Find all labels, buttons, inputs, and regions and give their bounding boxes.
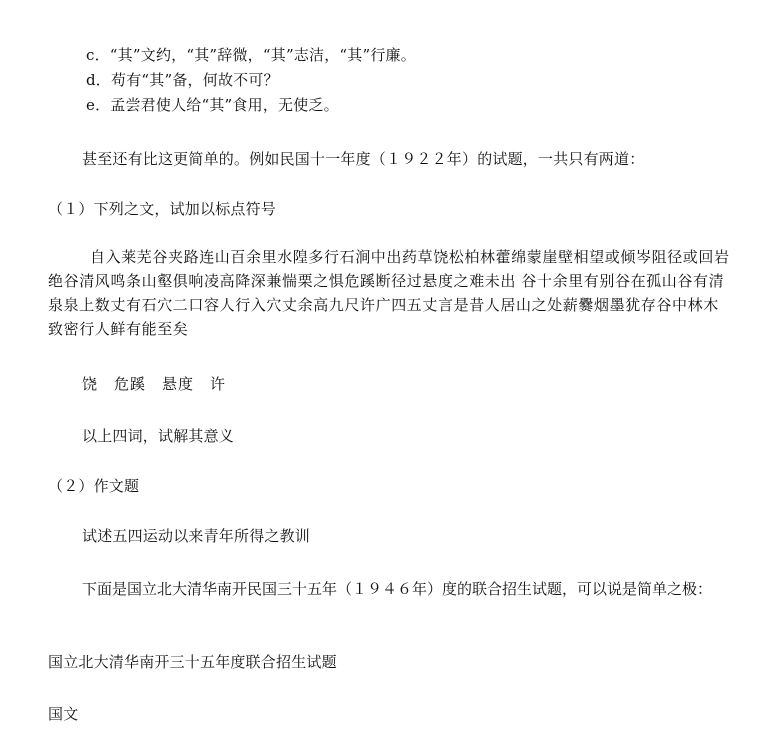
subject-heading: 国文 bbox=[48, 705, 79, 723]
paragraph-1922-intro: 甚至还有比这更简单的。例如民国十一年度（１９２２年）的试题，一共只有两道： bbox=[82, 150, 645, 168]
option-c: c．“其”文约，“其”辞微，“其”志洁，“其”行廉。 bbox=[86, 46, 416, 64]
question-2-heading: （２）作文题 bbox=[48, 477, 140, 495]
question-2-prompt: 试述五四运动以来青年所得之教训 bbox=[82, 527, 311, 545]
question-1-instruction: 以上四词，试解其意义 bbox=[82, 427, 235, 445]
option-e: e．孟尝君使人给“其”食用，无使乏。 bbox=[86, 96, 339, 114]
paragraph-1946-intro: 下面是国立北大清华南开民国三十五年（１９４６年）度的联合招生试题，可以说是简单之极： bbox=[82, 580, 713, 598]
exam-title: 国立北大清华南开三十五年度联合招生试题 bbox=[48, 653, 337, 671]
question-1-terms: 饶 危蹊 悬度 许 bbox=[82, 375, 227, 393]
question-1-passage: 自入莱芜谷夹路连山百余里水隍多行石涧中出药草饶松柏林藿绵蒙崖壁相望或倾岑阻径或回岩绝谷清风鸣条山壑俱响凌高降深兼惴栗之惧危蹊断径过悬度之难未出 谷十余里有别谷在孤山谷有清泉泉上数丈有石穴二口容人行入穴丈余高九尺许广四五丈言是昔人居山之处薪爨烟墨犹存谷中林木致密行人鲜有能至矣 bbox=[48, 248, 730, 338]
option-d: d．苟有“其”备，何故不可？ bbox=[86, 71, 279, 89]
question-1-heading: （１）下列之文，试加以标点符号 bbox=[48, 200, 277, 218]
